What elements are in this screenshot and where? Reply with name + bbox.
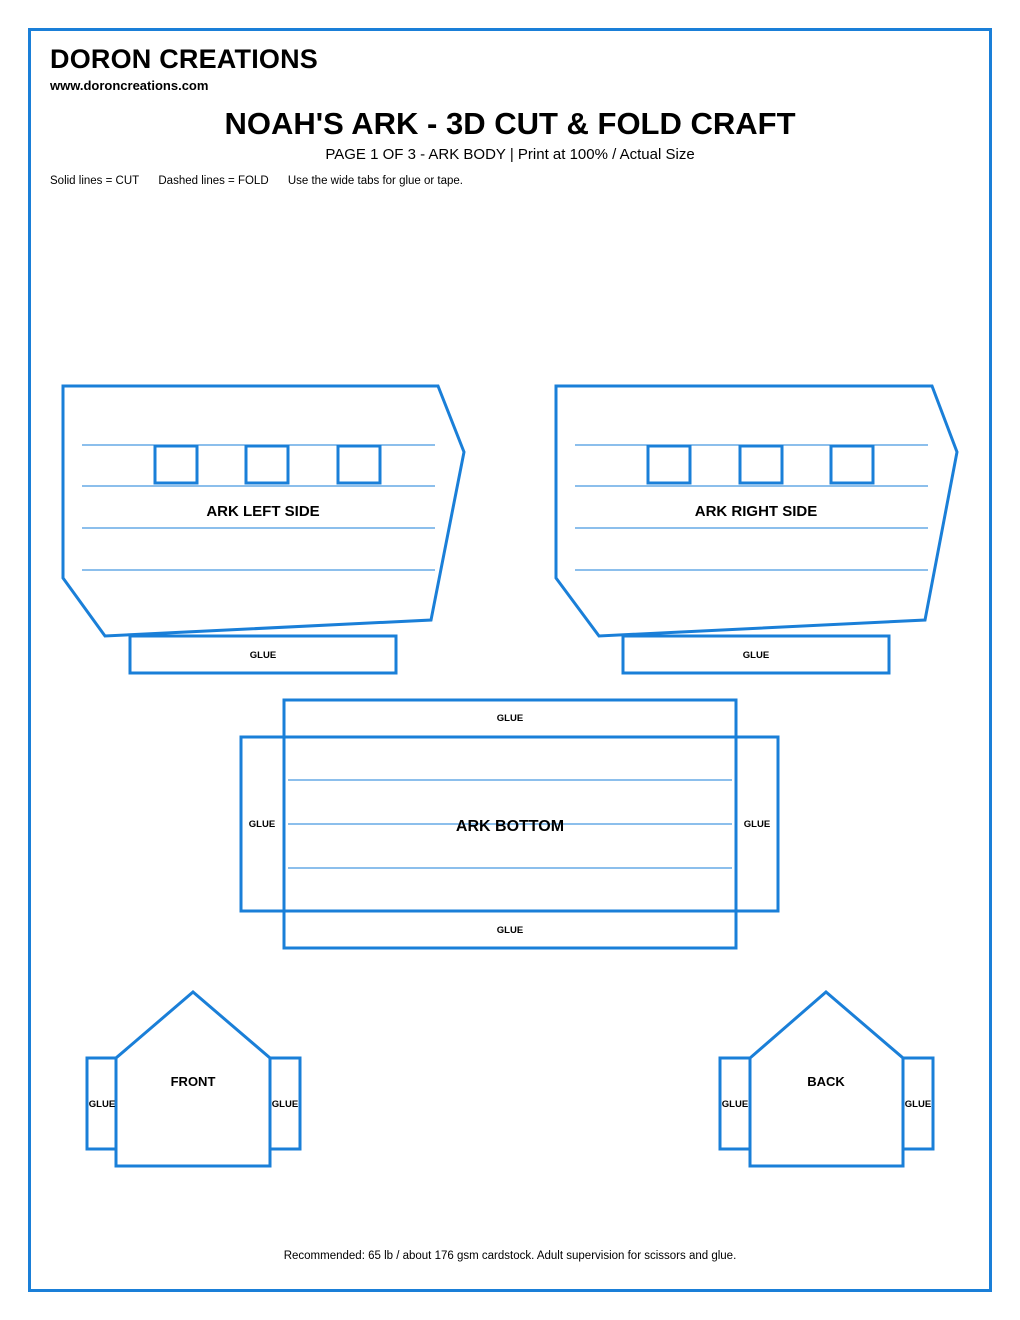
back-piece	[720, 992, 933, 1166]
ark-right-side-piece	[556, 386, 957, 673]
page-title: NOAH'S ARK - 3D CUT & FOLD CRAFT	[224, 106, 796, 141]
back-left-glue-label: GLUE	[721, 1099, 749, 1110]
legend-cut: Solid lines = CUT	[50, 175, 140, 187]
ark-left-side-piece	[63, 386, 464, 673]
bottom-right-glue-label: GLUE	[743, 819, 771, 830]
front-left-glue-label: GLUE	[88, 1099, 116, 1110]
right-side-window	[648, 446, 690, 483]
brand-url[interactable]: www.doroncreations.com	[50, 78, 209, 93]
bottom-top-glue-label: GLUE	[496, 713, 524, 724]
legend-fold: Dashed lines = FOLD	[158, 175, 269, 187]
right-side-window	[831, 446, 873, 483]
bottom-bottom-glue-label: GLUE	[496, 925, 524, 936]
page-subtitle: PAGE 1 OF 3 - ARK BODY | Print at 100% / Actual Size	[325, 146, 695, 163]
ark-bottom-piece	[241, 700, 778, 948]
right-side-glue-label: GLUE	[742, 650, 770, 661]
left-side-glue-label: GLUE	[249, 650, 277, 661]
left-side-window	[338, 446, 380, 483]
right-side-window	[740, 446, 782, 483]
legend-tabs: Use the wide tabs for glue or tape.	[287, 175, 463, 187]
right-side-label: ARK RIGHT SIDE	[694, 503, 818, 520]
left-side-label: ARK LEFT SIDE	[206, 503, 320, 520]
front-right-glue-label: GLUE	[271, 1099, 299, 1110]
left-side-window	[246, 446, 288, 483]
footer-note: Recommended: 65 lb / about 176 gsm cardstock. Adult supervision for scissors and glue.	[283, 1250, 737, 1262]
bottom-label: ARK BOTTOM	[455, 818, 565, 835]
front-piece	[87, 992, 300, 1166]
bottom-left-glue-label: GLUE	[248, 819, 276, 830]
back-label: BACK	[807, 1074, 845, 1089]
brand-name: DORON CREATIONS	[50, 44, 319, 74]
left-side-window	[155, 446, 197, 483]
front-label: FRONT	[170, 1074, 216, 1089]
back-right-glue-label: GLUE	[904, 1099, 932, 1110]
